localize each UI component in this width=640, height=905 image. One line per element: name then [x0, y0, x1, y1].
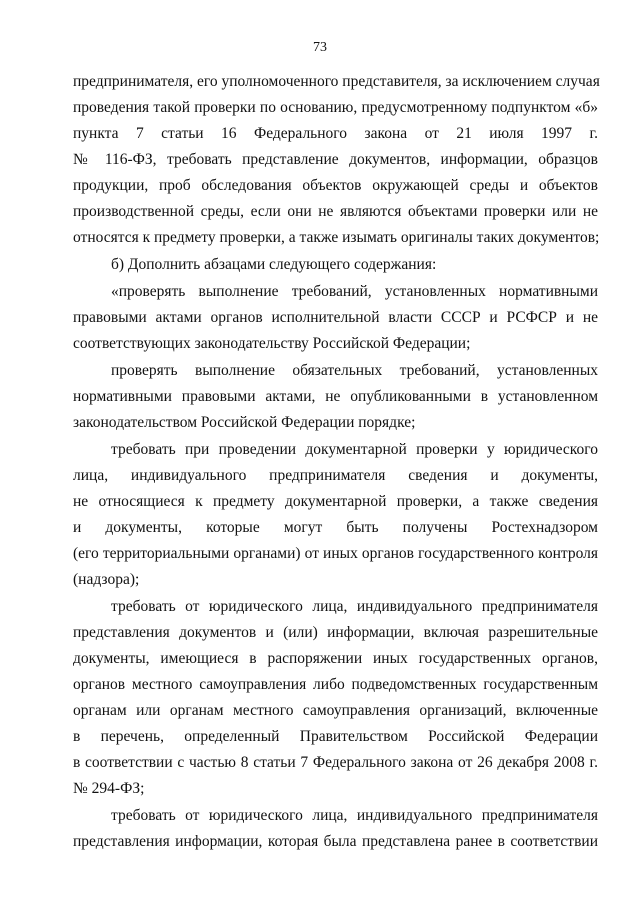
text-line: документы, имеющиеся в распоряжении иных государственных органов,	[73, 650, 598, 667]
text-line: относятся к предмету проверки, а также изымать оригиналы таких документов;	[73, 229, 600, 246]
text-line: не относящиеся к предмету документарной проверки, а также сведения	[73, 493, 598, 510]
text-line: в перечень, определенный Правительством Российской Федерации	[73, 728, 598, 745]
text-line: нормативными правовыми актами, не опубликованными в установленном	[73, 388, 598, 405]
text-line: продукции, проб обследования объектов окружающей среды и объектов	[73, 177, 598, 194]
text-line: проверять выполнение обязательных требований, установленных	[111, 362, 598, 379]
text-line: б) Дополнить абзацами следующего содержания:	[111, 256, 437, 273]
text-line: требовать от юридического лица, индивидуального предпринимателя	[111, 807, 598, 824]
text-line: требовать при проведении документарной проверки у юридического	[111, 441, 598, 458]
text-line: «проверять выполнение требований, установленных нормативными	[111, 283, 598, 300]
text-line: соответствующих законодательству Российской Федерации;	[73, 335, 471, 352]
text-line: предпринимателя, его уполномоченного представителя, за исключением случая	[73, 73, 600, 90]
text-line: представления информации, которая была представлена ранее в соответствии	[73, 833, 598, 850]
text-line: производственной среды, если они не являются объектами проверки или не	[73, 203, 598, 220]
text-line: проведения такой проверки по основанию, предусмотренному подпунктом «б»	[73, 99, 598, 116]
text-line: органам или органам местного самоуправления организаций, включенные	[73, 702, 598, 719]
text-line: в соответствии с частью 8 статьи 7 Федерального закона от 26 декабря 2008 г.	[73, 754, 598, 771]
text-line: № 116-ФЗ, требовать представление документов, информации, образцов	[73, 151, 598, 168]
text-line: (надзора);	[73, 571, 140, 588]
text-line: правовыми актами органов исполнительной власти СССР и РСФСР и не	[73, 309, 598, 326]
text-line: и документы, которые могут быть получены Ростехнадзором	[73, 519, 598, 536]
text-line: требовать от юридического лица, индивидуального предпринимателя	[111, 598, 598, 615]
text-line: органов местного самоуправления либо подведомственных государственным	[73, 676, 598, 693]
text-line: № 294-ФЗ;	[73, 780, 145, 797]
text-line: лица, индивидуального предпринимателя сведения и документы,	[73, 467, 598, 484]
text-line: пункта 7 статьи 16 Федерального закона от 21 июля 1997 г.	[73, 125, 598, 142]
text-line: (его территориальными органами) от иных органов государственного контроля	[73, 545, 598, 562]
page-number: 73	[313, 40, 327, 55]
text-line: законодательством Российской Федерации порядке;	[73, 414, 416, 431]
text-line: представления документов и (или) информации, включая разрешительные	[73, 624, 598, 641]
